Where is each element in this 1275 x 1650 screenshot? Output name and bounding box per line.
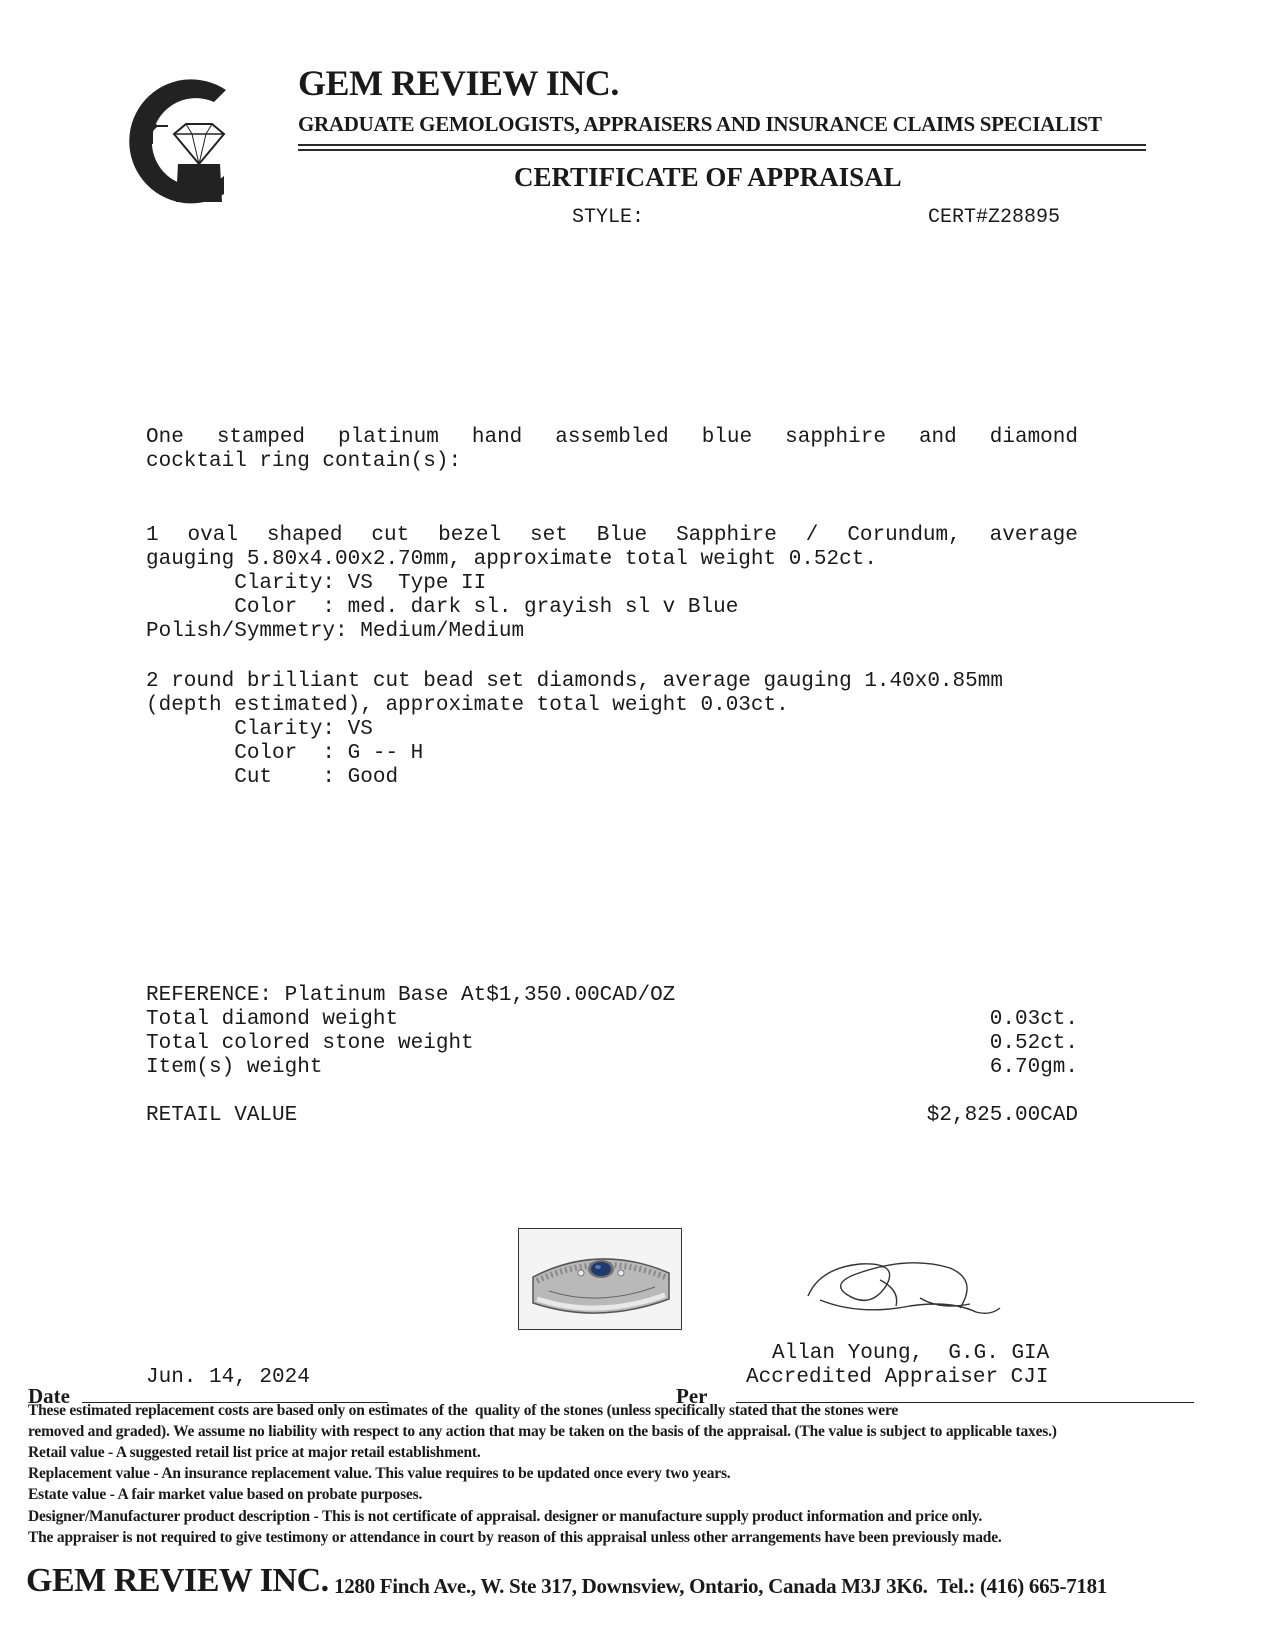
disclaimer-line: The appraiser is not required to give testimony or attendance in court by reason of this appraisal unless other arrangements have been previously made. bbox=[28, 1529, 1002, 1546]
intro-word: One bbox=[146, 426, 184, 449]
header-rule-top bbox=[298, 144, 1146, 146]
intro-word: stamped bbox=[216, 426, 306, 449]
intro-line-2: cocktail ring contain(s): bbox=[146, 450, 462, 473]
diamonds-line-2: (depth estimated), approximate total weight 0.03ct. bbox=[146, 694, 789, 717]
sapphire-word: bezel bbox=[438, 524, 502, 547]
total-colored-stone-weight-label: Total colored stone weight bbox=[146, 1032, 474, 1055]
sapphire-line-2: gauging 5.80x4.00x2.70mm, approximate total weight 0.52ct. bbox=[146, 548, 877, 571]
ring-photo bbox=[518, 1228, 682, 1330]
intro-word: blue bbox=[701, 426, 753, 449]
company-name: GEM REVIEW INC. bbox=[298, 63, 619, 103]
sapphire-word: Corundum, bbox=[847, 524, 961, 547]
retail-value: $2,825.00CAD bbox=[926, 1104, 1078, 1127]
diamonds-clarity: Clarity: VS bbox=[146, 718, 373, 741]
item-weight-label: Item(s) weight bbox=[146, 1056, 323, 1079]
total-diamond-weight-value: 0.03ct. bbox=[989, 1008, 1078, 1031]
intro-word: sapphire bbox=[785, 426, 886, 449]
intro-word: hand bbox=[471, 426, 523, 449]
intro-word: and bbox=[918, 426, 957, 449]
footer-address: 1280 Finch Ave., W. Ste 317, Downsview, Ontario, Canada M3J 3K6. Tel.: (416) 665-7181 bbox=[334, 1574, 1108, 1598]
style-label: STYLE: bbox=[572, 206, 645, 229]
intro-word: diamond bbox=[989, 426, 1078, 449]
appraiser-credentials: Accredited Appraiser CJI bbox=[746, 1366, 1049, 1389]
sapphire-polish-symmetry: Polish/Symmetry: Medium/Medium bbox=[146, 620, 525, 643]
per-label: Per bbox=[676, 1384, 708, 1408]
sapphire-word: Sapphire bbox=[676, 524, 777, 547]
sapphire-word: Blue bbox=[596, 524, 648, 547]
appraiser-name: Allan Young, G.G. GIA bbox=[772, 1342, 1050, 1365]
sapphire-word: oval bbox=[187, 524, 238, 547]
sapphire-clarity: Clarity: VS Type II bbox=[146, 572, 487, 595]
disclaimer-line: removed and graded). We assume no liability with respect to any action that may be taken on the basis of the appraisal. (The value is subject to applicable taxes.) bbox=[28, 1423, 1057, 1440]
retail-value-label: RETAIL VALUE bbox=[146, 1104, 298, 1127]
document-title: CERTIFICATE OF APPRAISAL bbox=[514, 162, 902, 192]
intro-line-1 bbox=[146, 426, 1078, 449]
sapphire-color: Color : med. dark sl. grayish sl v Blue bbox=[146, 596, 739, 619]
disclaimer-line: Retail value - A suggested retail list price at major retail establishment. bbox=[28, 1444, 481, 1461]
intro-word: assembled bbox=[555, 426, 669, 449]
total-colored-stone-weight-value: 0.52ct. bbox=[989, 1032, 1078, 1055]
footer-company-name: GEM REVIEW INC. bbox=[26, 1562, 329, 1599]
date-value: Jun. 14, 2024 bbox=[146, 1366, 310, 1389]
sapphire-word: 1 bbox=[146, 524, 159, 547]
item-weight-value: 6.70gm. bbox=[989, 1056, 1078, 1079]
sapphire-line-1 bbox=[146, 524, 1078, 547]
sapphire-word: cut bbox=[371, 524, 410, 547]
total-diamond-weight-label: Total diamond weight bbox=[146, 1008, 399, 1031]
reference-line: REFERENCE: Platinum Base At$1,350.00CAD/OZ bbox=[146, 984, 676, 1007]
sapphire-word: average bbox=[989, 524, 1078, 547]
header-rule-bottom bbox=[298, 149, 1146, 151]
company-tagline: GRADUATE GEMOLOGISTS, APPRAISERS AND INSURANCE CLAIMS SPECIALIST bbox=[298, 112, 1102, 136]
sapphire-word: set bbox=[530, 524, 568, 547]
sapphire-word: shaped bbox=[266, 524, 343, 547]
disclaimer-line: Designer/Manufacturer product description - This is not certificate of appraisal. designer or manufacture supply product information and price only. bbox=[28, 1508, 983, 1525]
ring-image bbox=[519, 1229, 681, 1329]
sapphire-word: / bbox=[805, 524, 819, 547]
date-label: Date bbox=[28, 1384, 70, 1408]
disclaimer-line: Replacement value - An insurance replacement value. This value requires to be updated once every two years. bbox=[28, 1465, 731, 1482]
company-logo bbox=[106, 72, 246, 212]
appraiser-signature bbox=[800, 1250, 1060, 1330]
diamonds-color: Color : G -- H bbox=[146, 742, 424, 765]
disclaimer-line: These estimated replacement costs are based only on estimates of the quality of the stones (unless specifically stated that the stones were bbox=[28, 1402, 899, 1419]
diamonds-line-1: 2 round brilliant cut bead set diamonds, average gauging 1.40x0.85mm bbox=[146, 670, 1003, 693]
disclaimer-line: Estate value - A fair market value based on probate purposes. bbox=[28, 1486, 423, 1503]
certificate-number: CERT#Z28895 bbox=[928, 206, 1061, 229]
diamonds-cut: Cut : Good bbox=[146, 766, 399, 789]
intro-word: platinum bbox=[338, 426, 439, 449]
